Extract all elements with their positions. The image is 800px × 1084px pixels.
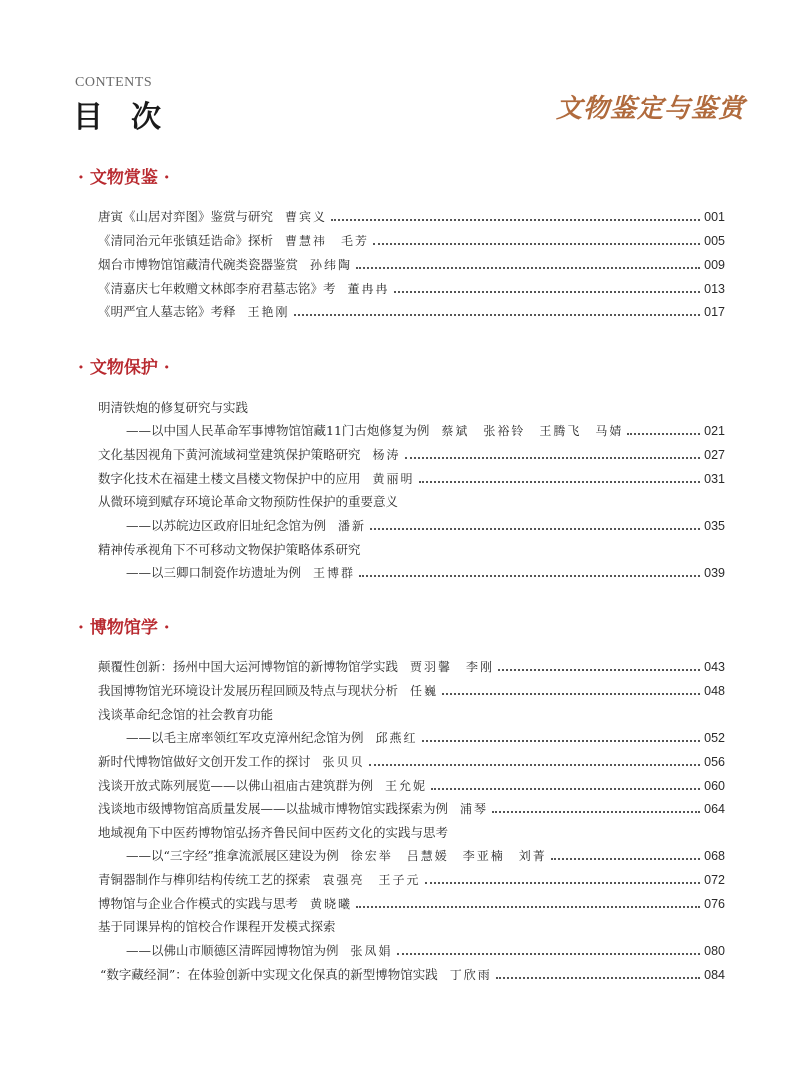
toc-entry[interactable] bbox=[126, 421, 725, 441]
entry-page: 027 bbox=[704, 448, 725, 462]
entry-page: 068 bbox=[704, 849, 725, 863]
entry-title: 基于同课异构的馆校合作课程开发模式探索 bbox=[98, 919, 336, 934]
entry-title: 数字化技术在福建土楼文昌楼文物保护中的应用 bbox=[98, 471, 361, 486]
entry-title: 浅谈革命纪念馆的社会教育功能 bbox=[98, 707, 274, 722]
leader-dots bbox=[419, 481, 701, 483]
entry-author: 贾羽馨 李刚 bbox=[410, 660, 495, 674]
toc-entry[interactable] bbox=[98, 492, 725, 512]
toc-entry[interactable] bbox=[126, 728, 725, 748]
entry-author: 丁欣雨 bbox=[449, 968, 492, 982]
entry-page: 048 bbox=[704, 684, 725, 698]
toc-entry[interactable] bbox=[98, 445, 725, 465]
leader-dots bbox=[356, 906, 700, 908]
toc-entry[interactable] bbox=[98, 302, 725, 322]
entry-page: 043 bbox=[704, 660, 725, 674]
toc-entry[interactable] bbox=[98, 540, 725, 560]
toc-entry[interactable] bbox=[98, 917, 725, 937]
entry-title: 烟台市博物馆馆藏清代碗类瓷器鉴赏 bbox=[98, 257, 299, 272]
entry-subtitle: ——以三卿口制瓷作坊遗址为例 bbox=[126, 565, 302, 580]
entry-page: 021 bbox=[704, 424, 725, 438]
entry-author: 王博群 bbox=[313, 566, 356, 580]
leader-dots bbox=[356, 267, 700, 269]
leader-dots bbox=[369, 764, 701, 766]
entry-subtitle: ——以毛主席率领红军攻克漳州纪念馆为例 bbox=[126, 730, 364, 745]
entry-author: 任巍 bbox=[410, 684, 439, 698]
leader-dots bbox=[431, 788, 700, 790]
entry-author: 杨涛 bbox=[372, 448, 401, 462]
leader-dots bbox=[373, 243, 700, 245]
entry-subtitle: ——以中国人民革命军事博物馆馆藏11门古炮修复为例 bbox=[126, 423, 430, 438]
toc-entry[interactable] bbox=[126, 846, 725, 866]
entry-page: 076 bbox=[704, 897, 725, 911]
entry-author: 曹慧祎 毛芳 bbox=[285, 234, 370, 248]
toc-entry[interactable] bbox=[98, 469, 725, 489]
entry-author: 蔡斌 张裕铃 王腾飞 马婧 bbox=[441, 424, 624, 438]
leader-dots bbox=[294, 314, 701, 316]
entry-page: 080 bbox=[704, 944, 725, 958]
entry-title: 浅谈开放式陈列展览——以佛山祖庙古建筑群为例 bbox=[98, 778, 374, 793]
entry-subtitle: ——以佛山市顺德区清晖园博物馆为例 bbox=[126, 943, 339, 958]
leader-dots bbox=[397, 953, 701, 955]
entry-page: 031 bbox=[704, 472, 725, 486]
entry-page: 039 bbox=[704, 566, 725, 580]
journal-logo: 文物鉴定与鉴赏 bbox=[556, 94, 746, 124]
entry-author: 王艳刚 bbox=[247, 305, 290, 319]
leader-dots bbox=[359, 575, 700, 577]
entry-title: 《明严宜人墓志铭》考释 bbox=[98, 304, 236, 319]
leader-dots bbox=[370, 528, 700, 530]
entry-page: 060 bbox=[704, 779, 725, 793]
entry-author: 黄丽明 bbox=[372, 472, 415, 486]
entry-author: 王允妮 bbox=[385, 779, 428, 793]
leader-dots bbox=[627, 433, 700, 435]
section-heading-cultural-relic-protection: · 文物保护 · bbox=[78, 358, 170, 378]
entry-author: 浦琴 bbox=[460, 802, 489, 816]
entry-page: 009 bbox=[704, 258, 725, 272]
entry-title: 颠覆性创新：扬州中国大运河博物馆的新博物馆学实践 bbox=[98, 659, 399, 674]
leader-dots bbox=[442, 693, 700, 695]
entry-title: 从微环境到赋存环境论革命文物预防性保护的重要意义 bbox=[98, 494, 399, 509]
toc-entry[interactable] bbox=[98, 255, 725, 275]
entry-title: 精神传承视角下不可移动文物保护策略体系研究 bbox=[98, 542, 361, 557]
toc-entry[interactable] bbox=[98, 776, 725, 796]
toc-entry[interactable] bbox=[98, 398, 725, 418]
toc-entry[interactable] bbox=[98, 752, 725, 772]
leader-dots bbox=[492, 811, 700, 813]
leader-dots bbox=[498, 669, 700, 671]
entry-title: 唐寅《山居对弈图》鉴赏与研究 bbox=[98, 209, 274, 224]
contents-label: CONTENTS bbox=[75, 75, 153, 90]
entry-page: 084 bbox=[704, 968, 725, 982]
entry-page: 017 bbox=[704, 305, 725, 319]
entry-page: 005 bbox=[704, 234, 725, 248]
toc-entry[interactable] bbox=[98, 870, 725, 890]
entry-title: “数字藏经洞”：在体验创新中实现文化保真的新型博物馆实践 bbox=[100, 967, 438, 982]
entry-author: 邱燕红 bbox=[375, 731, 418, 745]
toc-entry[interactable] bbox=[98, 705, 725, 725]
page-title: 目次 bbox=[73, 100, 189, 135]
toc-entry[interactable] bbox=[98, 657, 725, 677]
toc-entry[interactable] bbox=[126, 516, 725, 536]
entry-title: 新时代博物馆做好文创开发工作的探讨 bbox=[98, 754, 311, 769]
entry-page: 056 bbox=[704, 755, 725, 769]
entry-author: 董冉冉 bbox=[347, 282, 390, 296]
entry-title: 浅谈地市级博物馆高质量发展——以盐城市博物馆实践探索为例 bbox=[98, 801, 449, 816]
entry-author: 黄晓曦 bbox=[310, 897, 353, 911]
toc-entry[interactable] bbox=[98, 207, 725, 227]
section-heading-museology: · 博物馆学 · bbox=[78, 618, 170, 638]
toc-entry[interactable] bbox=[98, 279, 725, 299]
toc-entry[interactable] bbox=[126, 941, 725, 961]
toc-entry[interactable] bbox=[98, 799, 725, 819]
leader-dots bbox=[425, 882, 701, 884]
entry-title: 博物馆与企业合作模式的实践与思考 bbox=[98, 896, 299, 911]
entry-author: 袁强亮 王子元 bbox=[322, 873, 421, 887]
toc-entry[interactable] bbox=[126, 563, 725, 583]
section-heading-cultural-relic-appreciation: · 文物赏鉴 · bbox=[78, 168, 170, 188]
toc-entry[interactable] bbox=[98, 231, 725, 251]
entry-author: 徐宏举 吕慧媛 李亚楠 刘菁 bbox=[350, 849, 547, 863]
leader-dots bbox=[422, 740, 701, 742]
entry-page: 035 bbox=[704, 519, 725, 533]
entry-title: 明清铁炮的修复研究与实践 bbox=[98, 400, 249, 415]
entry-page: 064 bbox=[704, 802, 725, 816]
leader-dots bbox=[551, 858, 700, 860]
entry-title: 我国博物馆光环境设计发展历程回顾及特点与现状分析 bbox=[98, 683, 399, 698]
entry-author: 孙纬陶 bbox=[310, 258, 353, 272]
entry-page: 013 bbox=[704, 282, 725, 296]
entry-title: 青铜器制作与榫卯结构传统工艺的探索 bbox=[98, 872, 311, 887]
toc-entry[interactable] bbox=[100, 965, 725, 985]
entry-page: 001 bbox=[704, 210, 725, 224]
entry-page: 072 bbox=[704, 873, 725, 887]
leader-dots bbox=[331, 219, 700, 221]
entry-author: 张凤娟 bbox=[350, 944, 393, 958]
toc-entry[interactable] bbox=[98, 681, 725, 701]
entry-subtitle: ——以“三字经”推拿流派展区建设为例 bbox=[126, 848, 339, 863]
entry-subtitle: ——以苏皖边区政府旧址纪念馆为例 bbox=[126, 518, 327, 533]
entry-author: 潘新 bbox=[338, 519, 367, 533]
entry-page: 052 bbox=[704, 731, 725, 745]
toc-entry[interactable] bbox=[98, 823, 725, 843]
entry-author: 曹宾义 bbox=[285, 210, 328, 224]
leader-dots bbox=[496, 977, 700, 979]
leader-dots bbox=[394, 291, 701, 293]
entry-title: 地域视角下中医药博物馆弘扬齐鲁民间中医药文化的实践与思考 bbox=[98, 825, 449, 840]
entry-author: 张贝贝 bbox=[322, 755, 365, 769]
toc-entry[interactable] bbox=[98, 894, 725, 914]
entry-title: 《清嘉庆七年敕赠文林郎李府君墓志铭》考 bbox=[98, 281, 336, 296]
entry-title: 《清同治元年张镇廷诰命》探析 bbox=[98, 233, 274, 248]
entry-title: 文化基因视角下黄河流域祠堂建筑保护策略研究 bbox=[98, 447, 361, 462]
leader-dots bbox=[405, 457, 701, 459]
